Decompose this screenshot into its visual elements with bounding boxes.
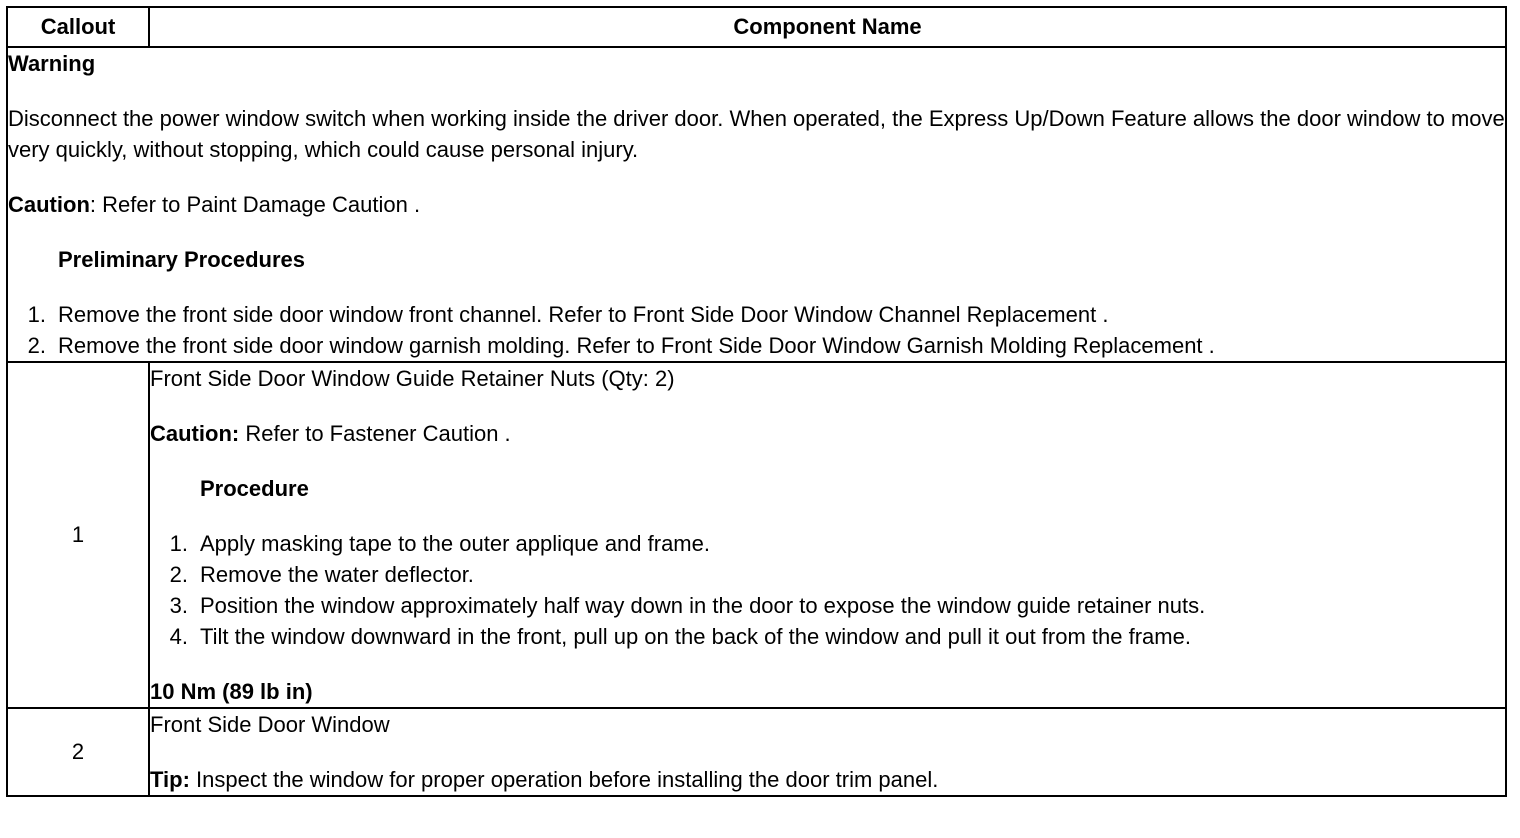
tip-line <box>150 764 1505 795</box>
step-number: 3. <box>169 593 188 618</box>
table-header-row <box>7 7 1506 47</box>
step-number: 2. <box>169 562 188 587</box>
preliminary-procedures-title: Preliminary Procedures <box>58 247 306 272</box>
warning-text: Disconnect the power window switch when working inside the driver door. When operated, the Express Up/Down Feature allows the door window to move very quickly, without stopping, which could cause personal injury. <box>8 106 1505 162</box>
warning-title: Warning <box>8 51 96 76</box>
step-text: Tilt the window downward in the front, pull up on the back of the window and pull it out from the frame. <box>200 624 1191 649</box>
step-number: 4. <box>169 624 188 649</box>
table-row <box>7 708 1506 796</box>
caution-label: Caution <box>8 192 90 217</box>
callout-column-header: Callout <box>7 7 149 47</box>
torque-spec: 10 Nm (89 lb in) <box>150 679 313 704</box>
intro-cell <box>7 47 1506 362</box>
caution-label: Caution: <box>150 421 240 446</box>
intro-row <box>7 47 1506 362</box>
callout-cell: 2 <box>7 708 149 796</box>
procedure-table <box>6 6 1507 797</box>
step-number: 2. <box>27 333 46 358</box>
list-item <box>150 621 1505 652</box>
step-text: Position the window approximately half way down in the door to expose the window guide retainer nuts. <box>200 593 1206 618</box>
table-row <box>7 362 1506 708</box>
step-text: Remove the water deflector. <box>200 562 474 587</box>
caution-text: Refer to Fastener Caution . <box>239 421 511 446</box>
caution-line <box>8 189 1505 220</box>
tip-label: Tip: <box>150 767 190 792</box>
list-item <box>8 299 1505 330</box>
preliminary-steps-list <box>8 299 1505 361</box>
list-item <box>150 559 1505 590</box>
component-name-column-header: Component Name <box>149 7 1506 47</box>
step-number: 1. <box>169 531 188 556</box>
step-text: Remove the front side door window garnish molding. Refer to Front Side Door Window Garnish Molding Replacement . <box>58 333 1215 358</box>
component-cell <box>149 362 1506 708</box>
tip-text: Inspect the window for proper operation before installing the door trim panel. <box>189 767 939 792</box>
procedure-steps-list <box>150 528 1505 652</box>
component-name: Front Side Door Window <box>150 712 390 737</box>
callout-cell: 1 <box>7 362 149 708</box>
step-number: 1. <box>27 302 46 327</box>
caution-text: : Refer to Paint Damage Caution . <box>89 192 421 217</box>
list-item <box>8 330 1505 361</box>
component-cell <box>149 708 1506 796</box>
component-name: Front Side Door Window Guide Retainer Nuts (Qty: 2) <box>150 366 675 391</box>
step-text: Remove the front side door window front channel. Refer to Front Side Door Window Channel Replacement . <box>58 302 1109 327</box>
list-item <box>150 590 1505 621</box>
step-text: Apply masking tape to the outer applique and frame. <box>200 531 710 556</box>
procedure-title: Procedure <box>200 476 309 501</box>
list-item <box>150 528 1505 559</box>
caution-line <box>150 418 1505 449</box>
